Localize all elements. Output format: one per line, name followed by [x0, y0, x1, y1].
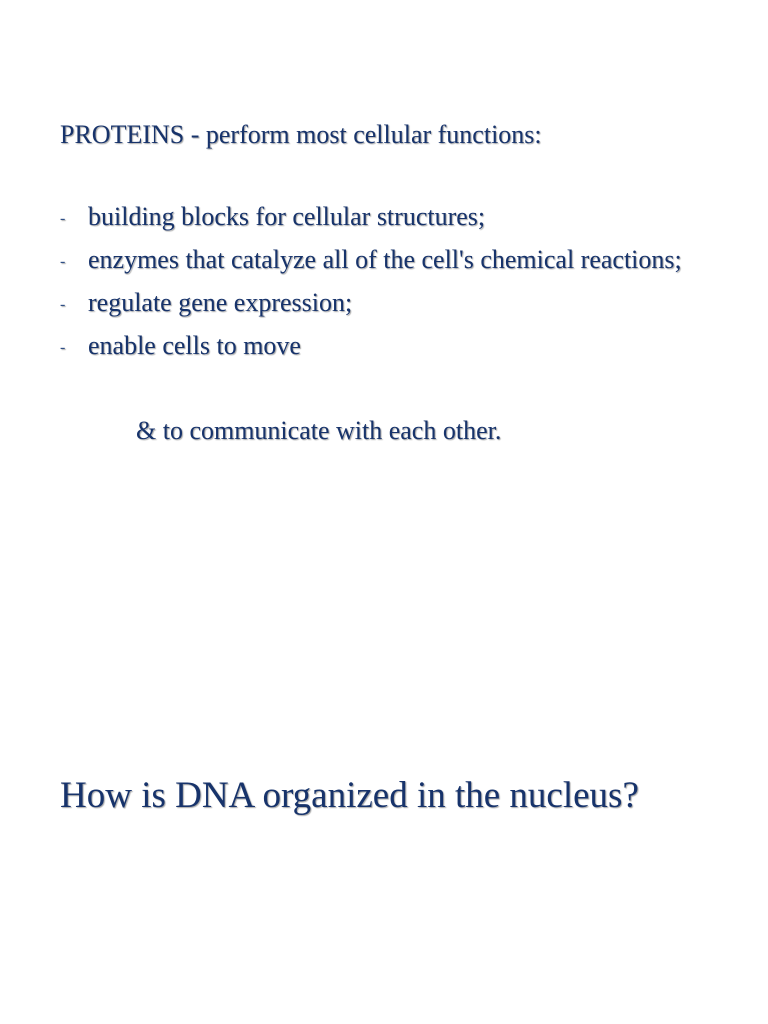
- list-item: [60, 200, 682, 234]
- bullet-dash: -: [60, 210, 66, 227]
- bullet-dash: -: [60, 339, 66, 356]
- bullet-dash: -: [60, 296, 66, 313]
- bullet-text: enable cells to move: [88, 331, 301, 360]
- bullet-text: regulate gene expression;: [88, 288, 353, 317]
- bullet-list: [60, 200, 682, 372]
- bullet-continuation: & to communicate with each other.: [136, 416, 502, 445]
- bullet-text: building blocks for cellular structures;: [88, 202, 486, 231]
- slide-question: How is DNA organized in the nucleus?: [60, 775, 639, 816]
- bullet-dash: -: [60, 253, 66, 270]
- list-item: [60, 243, 682, 277]
- slide-heading: PROTEINS - perform most cellular functions:: [60, 120, 542, 149]
- list-item: [60, 286, 682, 320]
- list-item: [60, 329, 682, 363]
- bullet-text: enzymes that catalyze all of the cell's chemical reactions;: [88, 245, 682, 274]
